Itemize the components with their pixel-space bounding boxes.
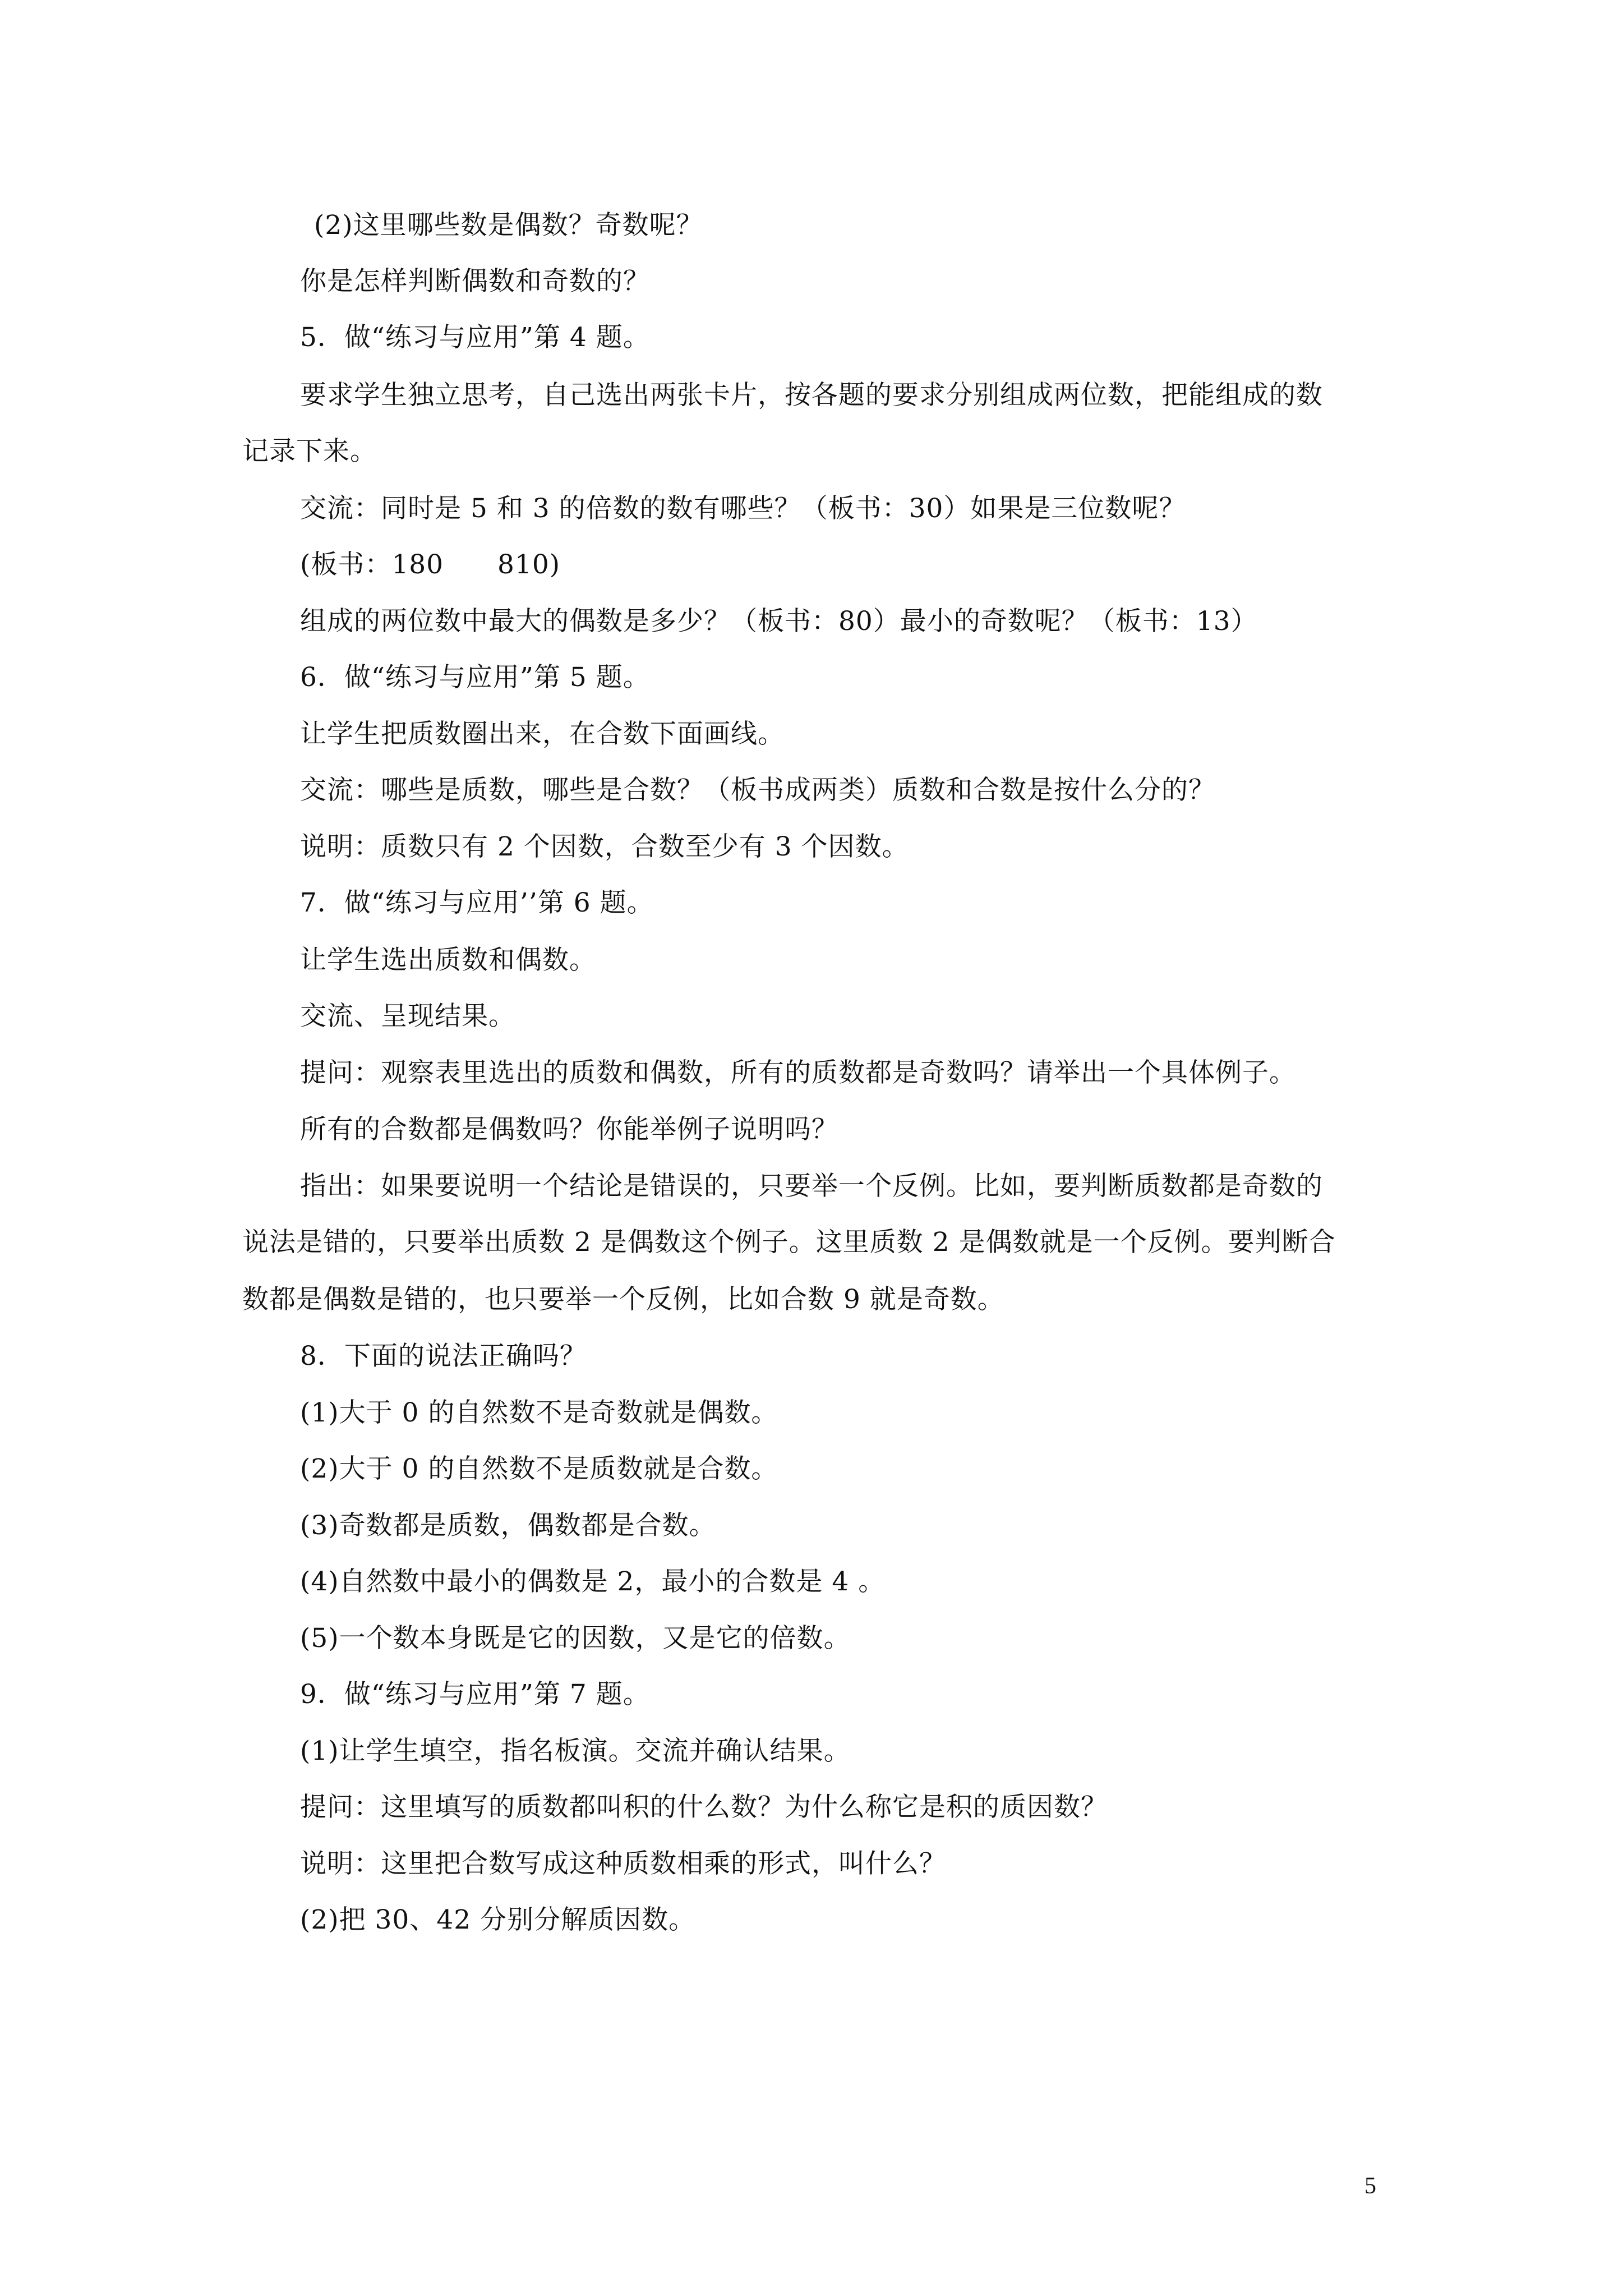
text-line: (1)让学生填空，指名板演。交流并确认结果。 [300, 1736, 851, 1766]
text-line: 数都是偶数是错的，也只要举一个反例，比如合数 9 就是奇数。 [242, 1284, 1004, 1315]
text-line: 5．做“练习与应用”第 4 题。 [300, 322, 650, 353]
text-line: 提问：观察表里选出的质数和偶数，所有的质数都是奇数吗？请举出一个具体例子。 [300, 1057, 1296, 1088]
text-line: 说法是错的，只要举出质数 2 是偶数这个例子。这里质数 2 是偶数就是一个反例。要判断合 [242, 1227, 1336, 1258]
page-number: 5 [1364, 2173, 1376, 2199]
text-line: 交流、呈现结果。 [300, 1001, 515, 1032]
text-line: (1)大于 0 的自然数不是奇数就是偶数。 [300, 1397, 778, 1428]
text-line: 交流：同时是 5 和 3 的倍数的数有哪些？（板书：30）如果是三位数呢？ [300, 493, 1186, 524]
text-line: 交流：哪些是质数，哪些是合数？（板书成两类）质数和合数是按什么分的？ [300, 775, 1215, 806]
text-line: 6．做“练习与应用”第 5 题。 [300, 662, 650, 693]
text-line: (4)自然数中最小的偶数是 2，最小的合数是 4 。 [300, 1566, 886, 1597]
text-line: (2)把 30、42 分别分解质因数。 [300, 1904, 696, 1935]
text-line: 组成的两位数中最大的偶数是多少？（板书：80）最小的奇数呢？（板书：13） [300, 606, 1258, 637]
text-line: 指出：如果要说明一个结论是错误的，只要举一个反例。比如，要判断质数都是奇数的 [300, 1171, 1323, 1202]
text-line: (3)奇数都是质数，偶数都是合数。 [300, 1510, 716, 1541]
text-line: (板书：180 810) [300, 549, 561, 580]
text-line: 9．做“练习与应用”第 7 题。 [300, 1679, 650, 1710]
text-line: 记录下来。 [242, 436, 377, 467]
text-line: 8．下面的说法正确吗？ [300, 1341, 587, 1372]
text-line: 提问：这里填写的质数都叫积的什么数？为什么称它是积的质因数？ [300, 1792, 1108, 1823]
text-line: (2)大于 0 的自然数不是质数就是合数。 [300, 1453, 778, 1484]
text-line: 要求学生独立思考，自己选出两张卡片，按各题的要求分别组成两位数，把能组成的数 [300, 380, 1323, 411]
text-line: 说明：质数只有 2 个因数，合数至少有 3 个因数。 [300, 831, 909, 862]
text-line: 说明：这里把合数写成这种质数相乘的形式，叫什么？ [300, 1848, 946, 1879]
text-line: 7．做“练习与应用’’第 6 题。 [300, 887, 654, 918]
text-line: 所有的合数都是偶数吗？你能举例子说明吗？ [300, 1114, 838, 1145]
text-line: 让学生选出质数和偶数。 [300, 945, 596, 976]
text-line: (2)这里哪些数是偶数？奇数呢？ [314, 210, 703, 241]
text-line: (5)一个数本身既是它的因数，又是它的倍数。 [300, 1623, 851, 1654]
text-line: 让学生把质数圈出来，在合数下面画线。 [300, 719, 785, 749]
text-line: 你是怎样判断偶数和奇数的？ [300, 266, 650, 297]
